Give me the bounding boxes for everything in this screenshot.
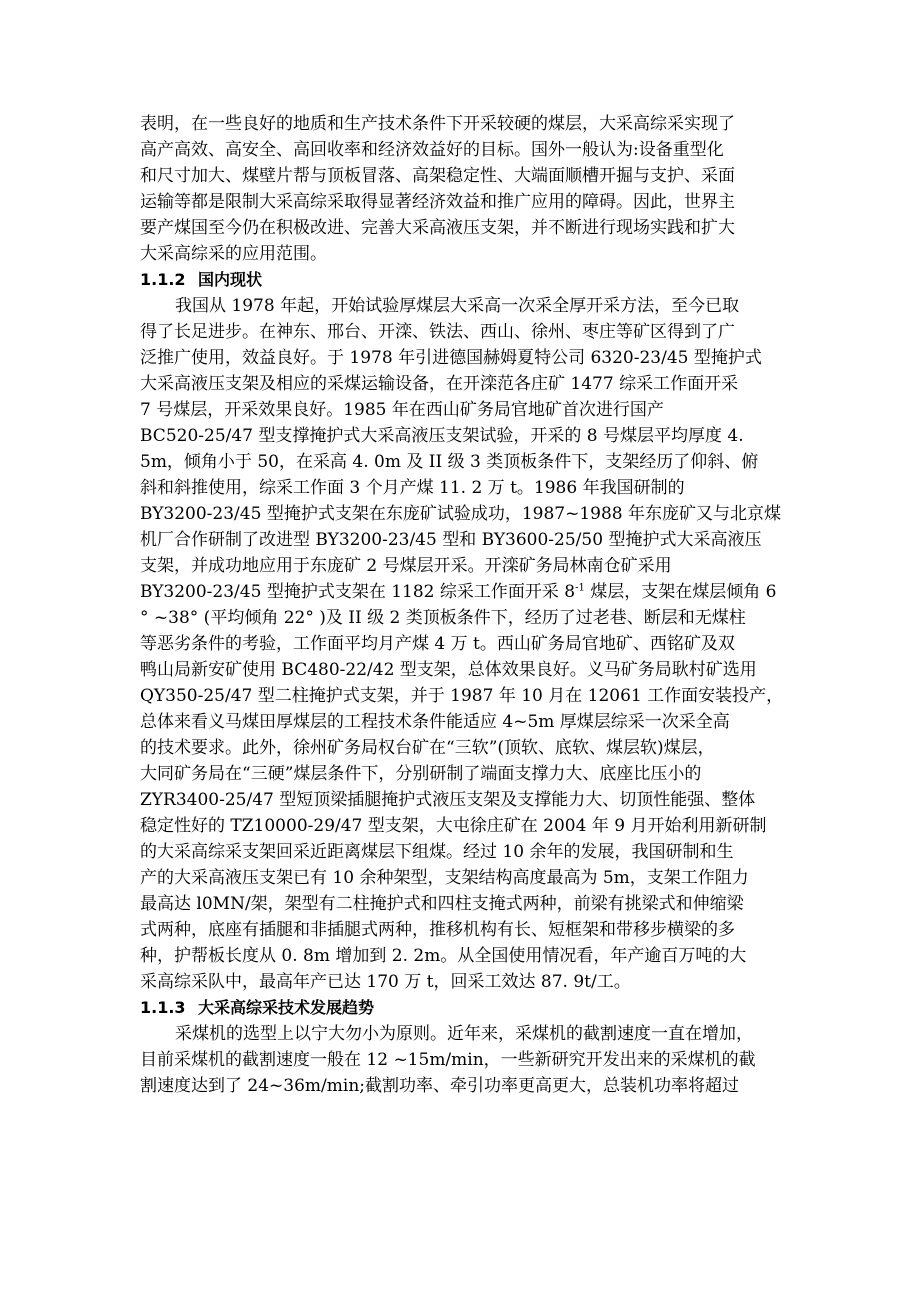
text-line (140, 579, 800, 605)
text-line: 等恶劣条件的考验，工作面平均月产煤 4 万 t。西山矿务局官地矿、西铭矿及双 (140, 634, 735, 654)
paragraph (140, 293, 800, 995)
text-line: 式两种，底座有插腿和非插腿式两种，推移机构有长、短框架和带移步横梁的多 (140, 920, 735, 940)
text-run: 煤层，支架在煤层倾角 6 (584, 582, 777, 602)
section-heading (140, 995, 800, 1021)
section-number: 1.1.3 (140, 998, 186, 1017)
text-line: 目前采煤机的截割速度一般在 12 ~15m/min，一些新研究开发出来的采煤机的截 (140, 1050, 756, 1070)
text-line: 采高综采队中，最高年产已达 170 万 t，回采工效达 87. 9t/工。 (140, 972, 631, 992)
text-line: 大同矿务局在“三硬”煤层条件下，分别研制了端面支撑力大、底座比压小的 (140, 764, 702, 784)
text-run: BY3200-23/45 型掩护式支架在 1182 综采工作面开采 8 (140, 582, 576, 602)
text-line: 得了长足进步。在神东、邢台、开滦、铁法、西山、徐州、枣庄等矿区得到了广 (140, 322, 735, 342)
text-line: 5m，倾角小于 50，在采高 4. 0m 及 II 级 3 类顶板条件下，支架经历了仰斜、俯 (140, 452, 759, 472)
text-line: 产的大采高液压支架已有 10 余种架型，支架结构高度最高为 5m，支架工作阻力 (140, 868, 749, 888)
section-heading (140, 267, 800, 293)
text-line: BC520-25/47 型支撑掩护式大采高液压支架试验，开采的 8 号煤层平均厚度 4. (140, 426, 744, 446)
section-title: 国内现状 (198, 270, 263, 289)
text-line: 运输等都是限制大采高综采取得显著经济效益和推广应用的障碍。因此，世界主 (140, 192, 735, 212)
text-line: 和尺寸加大、煤壁片帮与顶板冒落、高架稳定性、大端面顺槽开掘与支护、采面 (140, 166, 735, 186)
text-line: BY3200-23/45 型掩护式支架在东庞矿试验成功，1987~1988 年东庞矿又与北京煤 (140, 504, 781, 524)
text-line: 大采高综采的应用范围。 (140, 244, 327, 264)
paragraph (140, 111, 800, 267)
text-line: 机厂合作研制了改进型 BY3200-23/45 型和 BY3600-25/50 型掩护式大采高液压 (140, 530, 762, 550)
paragraph (140, 1021, 800, 1099)
superscript: -1 (575, 582, 585, 594)
text-line: 的大采高综采支架回采近距离煤层下组煤。经过 10 余年的发展，我国研制和生 (140, 842, 734, 862)
text-line: 稳定性好的 TZ10000-29/47 型支架，大屯徐庄矿在 2004 年 9 月开始利用新研制 (140, 816, 767, 836)
text-line: 表明，在一些良好的地质和生产技术条件下开采较硬的煤层，大采高综采实现了 (140, 114, 735, 134)
text-line: 泛推广使用，效益良好。于 1978 年引进德国赫姆夏特公司 6320-23/45 型掩护式 (140, 348, 762, 368)
section-number: 1.1.2 (140, 270, 186, 289)
document-page (140, 111, 800, 1099)
text-line: 7 号煤层，开采效果良好。1985 年在西山矿务局官地矿首次进行国产 (140, 400, 664, 420)
text-line: 采煤机的选型上以宁大勿小为原则。近年来，采煤机的截割速度一直在增加， (175, 1024, 753, 1044)
text-line: 支架，并成功地应用于东庞矿 2 号煤层开采。开滦矿务局林南仓矿采用 (140, 556, 672, 576)
text-line: 种，护帮板长度从 0. 8m 增加到 2. 2m。从全国使用情况看，年产逾百万吨的大 (140, 946, 747, 966)
text-line: 斜和斜推使用，综采工作面 3 个月产煤 11. 2 万 t。1986 年我国研制的 (140, 478, 685, 498)
section-title: 大采高综采技术发展趋势 (198, 998, 375, 1017)
text-line: 的技术要求。此外，徐州矿务局权台矿在“三软”(顶软、底软、煤层软)煤层， (140, 738, 715, 758)
text-line: 割速度达到了 24~36m/min;截割功率、牵引功率更高更大，总装机功率将超过 (140, 1076, 739, 1096)
text-line: 总体来看义马煤田厚煤层的工程技术条件能适应 4~5m 厚煤层综采一次采全高 (140, 712, 730, 732)
text-line: 我国从 1978 年起，开始试验厚煤层大采高一次采全厚开采方法，至今已取 (175, 296, 740, 316)
text-line: 最高达 l0MN/架，架型有二柱掩护式和四柱支掩式两种，前梁有挑梁式和伸缩梁 (140, 894, 744, 914)
text-line: ZYR3400-25/47 型短顶梁插腿掩护式液压支架及支撑能力大、切顶性能强、整体 (140, 790, 756, 810)
text-line: 高产高效、高安全、高回收率和经济效益好的目标。国外一般认为:设备重型化 (140, 140, 724, 160)
text-line: 要产煤国至今仍在积极改进、完善大采高液压支架，并不断进行现场实践和扩大 (140, 218, 735, 238)
text-line: 鸭山局新安矿使用 BC480-22/42 型支架，总体效果良好。义马矿务局耿村矿选用 (140, 660, 757, 680)
text-line: ° ~38° (平均倾角 22° )及 II 级 2 类顶板条件下，经历了过老巷、断层和无煤柱 (140, 608, 746, 628)
text-line: QY350-25/47 型二柱掩护式支架，并于 1987 年 10 月在 12061 工作面安装投产， (140, 686, 784, 706)
text-line: 大采高液压支架及相应的采煤运输设备，在开滦范各庄矿 1477 综采工作面开采 (140, 374, 739, 394)
